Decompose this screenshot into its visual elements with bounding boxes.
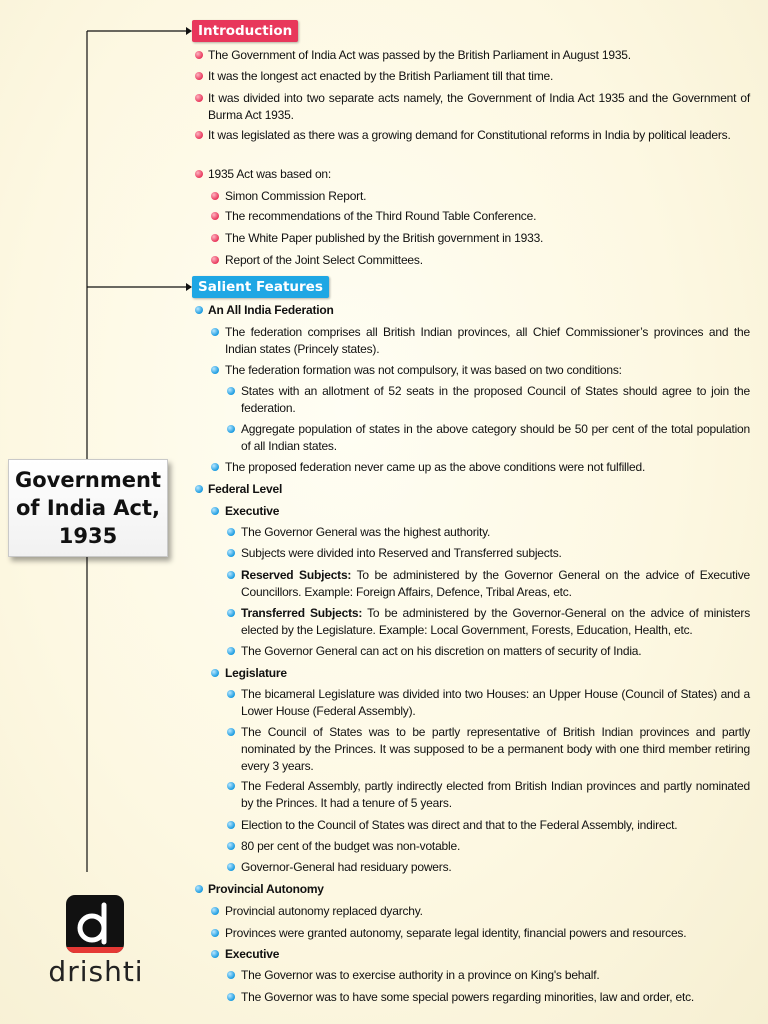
intro-item: It was the longest act enacted by the British Parliament till that time. — [208, 69, 554, 83]
federation-item: The federation formation was not compulsory, it was based on two conditions: — [225, 363, 622, 377]
intro-subitem: The recommendations of the Third Round Table Conference. — [225, 209, 537, 223]
logo-d-icon — [66, 895, 124, 953]
bullet-icon — [227, 782, 235, 790]
bullet-icon — [227, 647, 235, 655]
executive-item: The Governor General can act on his discretion on matters of security of India. — [241, 644, 642, 658]
legislature-item: The bicameral Legislature was divided into two Houses: an Upper House (Council of States) and a Lower House (Federal Assembly). — [241, 687, 750, 718]
bullet-icon — [211, 929, 219, 937]
bullet-icon — [195, 170, 203, 178]
bullet-icon — [211, 366, 219, 374]
bullet-icon — [227, 821, 235, 829]
bullet-icon — [227, 425, 235, 433]
bullet-icon — [227, 571, 235, 579]
condition-item: States with an allotment of 52 seats in the proposed Council of States should agree to join the federation. — [241, 384, 750, 415]
subheading-provincial-executive: Executive — [225, 947, 280, 961]
legislature-item: The Federal Assembly, partly indirectly elected from British Indian provinces and partly nominated by the Princes. It had a tenure of 5 years. — [241, 779, 750, 810]
provincial-executive-item: The Governor was to have some special powers regarding minorities, law and order, etc. — [241, 990, 695, 1004]
legislature-item: Election to the Council of States was direct and that to the Federal Assembly, indirect. — [241, 818, 678, 832]
bullet-icon — [227, 387, 235, 395]
executive-item-reserved — [241, 567, 750, 601]
subheading-executive: Executive — [225, 504, 280, 518]
legislature-item: Governor-General had residuary powers. — [241, 860, 452, 874]
bullet-icon — [211, 950, 219, 958]
bullet-icon — [227, 690, 235, 698]
bullet-icon — [211, 192, 219, 200]
reserved-subjects-text: To be administered by the Governor General on the advice of Executive Councillors. Example: Foreign Affairs, Defence, Tribal Areas, etc. — [241, 568, 750, 599]
intro-item: 1935 Act was based on: — [208, 167, 332, 181]
intro-item: The Government of India Act was passed by the British Parliament in August 1935. — [208, 48, 631, 62]
executive-item-transferred — [241, 605, 750, 639]
title-box — [8, 459, 168, 557]
bullet-icon — [195, 885, 203, 893]
executive-item: The Governor General was the highest authority. — [241, 525, 491, 539]
legislature-item: The Council of States was to be partly representative of British Indian provinces and partly nominated by the Princes. It was supposed to be a permanent body with one third member retiring every 3 years. — [241, 725, 750, 773]
reserved-subjects-label: Reserved Subjects: — [241, 568, 352, 582]
subheading-legislature: Legislature — [225, 666, 287, 680]
subheading-all-india-federation: An All India Federation — [208, 303, 334, 317]
bullet-icon — [195, 51, 203, 59]
bullet-icon — [195, 72, 203, 80]
legislature-item: 80 per cent of the budget was non-votable. — [241, 839, 461, 853]
intro-subitem: Report of the Joint Select Committees. — [225, 253, 423, 267]
intro-item: It was legislated as there was a growing demand for Constitutional reforms in India by political leaders. — [208, 128, 731, 142]
subheading-federal-level: Federal Level — [208, 482, 283, 496]
intro-item: It was divided into two separate acts namely, the Government of India Act 1935 and the Government of Burma Act 1935. — [208, 91, 750, 122]
provincial-item: Provincial autonomy replaced dyarchy. — [225, 904, 423, 918]
logo-tile — [66, 895, 124, 953]
transferred-subjects-text: To be administered by the Governor-General on the advice of ministers elected by the Legislature. Example: Local Government, Forests, Education, Health, etc. — [241, 606, 750, 637]
bullet-icon — [211, 212, 219, 220]
salient-features-heading: Salient Features — [192, 276, 329, 298]
bullet-icon — [227, 549, 235, 557]
bullet-icon — [211, 669, 219, 677]
federation-item: The federation comprises all British Indian provinces, all Chief Commissioner’s provinces and the Indian states (Princely states). — [225, 325, 750, 356]
bullet-icon — [211, 234, 219, 242]
executive-item: Subjects were divided into Reserved and Transferred subjects. — [241, 546, 562, 560]
logo-red-bar — [66, 947, 124, 953]
bullet-icon — [227, 609, 235, 617]
bullet-icon — [211, 328, 219, 336]
bullet-icon — [211, 507, 219, 515]
subheading-provincial-autonomy: Provincial Autonomy — [208, 882, 324, 896]
intro-subitem: The White Paper published by the British government in 1933. — [225, 231, 544, 245]
provincial-executive-item: The Governor was to exercise authority in a province on King's behalf. — [241, 968, 600, 982]
bullet-icon — [211, 463, 219, 471]
condition-item: Aggregate population of states in the above category should be 50 per cent of the total population of all Indian states. — [241, 422, 750, 453]
bullet-icon — [195, 306, 203, 314]
bullet-icon — [227, 863, 235, 871]
intro-subitem: Simon Commission Report. — [225, 189, 367, 203]
introduction-heading: Introduction — [192, 20, 298, 42]
page-title: Government of India Act, 1935 — [14, 468, 161, 548]
bullet-icon — [211, 907, 219, 915]
bullet-icon — [227, 728, 235, 736]
bullet-icon — [227, 528, 235, 536]
bullet-icon — [211, 256, 219, 264]
federation-item: The proposed federation never came up as the above conditions were not fulfilled. — [225, 460, 646, 474]
provincial-item: Provinces were granted autonomy, separate legal identity, financial powers and resources. — [225, 926, 687, 940]
bullet-icon — [227, 971, 235, 979]
bullet-icon — [227, 993, 235, 1001]
logo-wordmark: drishti — [48, 955, 144, 988]
bullet-icon — [227, 842, 235, 850]
bullet-icon — [195, 94, 203, 102]
bullet-icon — [195, 485, 203, 493]
bullet-icon — [195, 131, 203, 139]
drishti-logo — [46, 895, 146, 995]
transferred-subjects-label: Transferred Subjects: — [241, 606, 363, 620]
